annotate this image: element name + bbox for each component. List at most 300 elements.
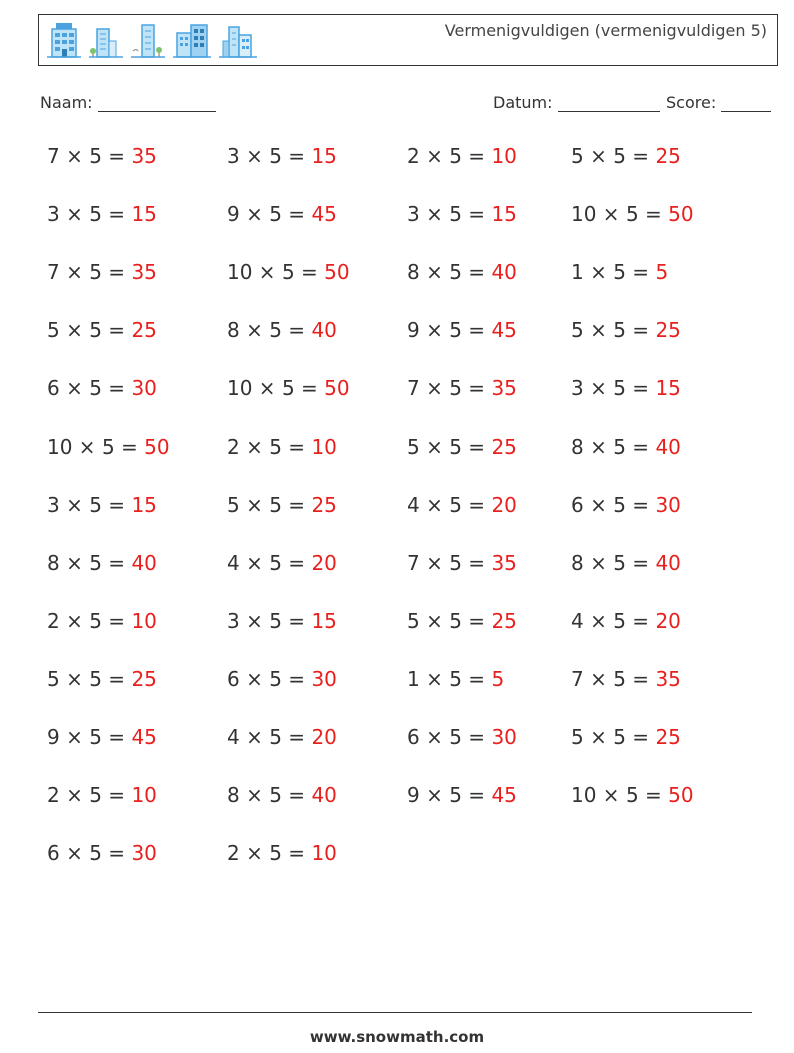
factor-a: 3 xyxy=(227,608,240,633)
equals-sign: = xyxy=(281,608,312,633)
answer: 40 xyxy=(491,260,517,285)
equals-sign: = xyxy=(101,783,132,808)
answer: 45 xyxy=(311,202,337,227)
equals-sign: = xyxy=(101,666,132,691)
factor-b: 5 xyxy=(613,725,626,749)
factor-b: 5 xyxy=(449,725,462,749)
equals-sign: = xyxy=(281,841,312,866)
factor-a: 3 xyxy=(227,144,240,168)
answer: 25 xyxy=(655,318,681,343)
factor-b: 5 xyxy=(101,434,115,459)
tower-tree-icon xyxy=(131,21,165,59)
times-sign: × xyxy=(419,434,450,459)
problem-item xyxy=(407,376,517,400)
factor-a: 2 xyxy=(227,434,240,459)
equals-sign: = xyxy=(281,318,312,343)
factor-b: 5 xyxy=(449,144,462,168)
times-sign: × xyxy=(583,550,614,575)
factor-b: 5 xyxy=(89,783,102,808)
equals-sign: = xyxy=(461,550,492,575)
factor-b: 5 xyxy=(269,492,282,517)
times-sign: × xyxy=(419,202,450,227)
answer: 5 xyxy=(655,260,669,285)
answer: 25 xyxy=(491,434,517,459)
equals-sign: = xyxy=(461,318,492,343)
equals-sign: = xyxy=(625,260,656,285)
factor-a: 3 xyxy=(47,492,60,517)
answer: 10 xyxy=(311,841,337,866)
factor-b: 5 xyxy=(89,666,102,691)
problem-item xyxy=(571,725,681,749)
problem-item xyxy=(227,493,337,517)
worksheet-title: Vermenigvuldigen (vermenigvuldigen 5) xyxy=(444,21,767,40)
answer: 25 xyxy=(655,725,681,749)
factor-b: 5 xyxy=(89,550,102,575)
times-sign: × xyxy=(419,492,450,517)
equals-sign: = xyxy=(101,260,132,285)
factor-a: 10 xyxy=(571,202,597,227)
answer: 20 xyxy=(655,608,681,633)
times-sign: × xyxy=(583,492,614,517)
problem-item xyxy=(47,144,157,168)
factor-b: 5 xyxy=(449,318,462,343)
times-sign: × xyxy=(239,318,270,343)
times-sign: × xyxy=(239,666,270,691)
answer: 25 xyxy=(131,666,157,691)
problem-item xyxy=(571,493,681,517)
factor-a: 6 xyxy=(407,725,420,749)
factor-b: 5 xyxy=(269,783,282,808)
answer: 45 xyxy=(491,318,517,343)
times-sign: × xyxy=(239,202,270,227)
answer: 30 xyxy=(131,376,157,401)
problem-item xyxy=(407,609,517,633)
factor-b: 5 xyxy=(269,434,282,459)
name-blank[interactable] xyxy=(98,95,216,112)
times-sign: × xyxy=(59,666,90,691)
answer: 10 xyxy=(491,144,517,168)
factor-b: 5 xyxy=(89,725,102,749)
factor-b: 5 xyxy=(613,434,626,459)
factor-b: 5 xyxy=(269,608,282,633)
city-building-icon xyxy=(219,21,257,59)
problem-item xyxy=(571,435,681,459)
factor-a: 8 xyxy=(407,260,420,285)
times-sign: × xyxy=(59,144,90,168)
times-sign: × xyxy=(239,434,270,459)
equals-sign: = xyxy=(461,202,492,227)
equals-sign: = xyxy=(461,492,492,517)
equals-sign: = xyxy=(625,318,656,343)
factor-a: 7 xyxy=(47,144,60,168)
factor-a: 6 xyxy=(571,492,584,517)
times-sign: × xyxy=(239,144,270,168)
equals-sign: = xyxy=(101,725,132,749)
times-sign: × xyxy=(239,550,270,575)
problem-item xyxy=(407,667,504,691)
answer: 50 xyxy=(668,202,694,227)
answer: 30 xyxy=(131,841,157,866)
problem-item xyxy=(47,609,157,633)
factor-b: 5 xyxy=(89,492,102,517)
building-icon xyxy=(47,21,81,59)
factor-a: 10 xyxy=(227,260,253,285)
times-sign: × xyxy=(419,260,450,285)
factor-b: 5 xyxy=(449,666,462,691)
answer: 40 xyxy=(311,318,337,343)
answer: 40 xyxy=(311,783,337,808)
equals-sign: = xyxy=(625,144,656,168)
equals-sign: = xyxy=(461,783,492,808)
problem-item xyxy=(47,202,157,226)
problem-item xyxy=(407,493,517,517)
answer: 25 xyxy=(131,318,157,343)
equals-sign: = xyxy=(461,376,492,401)
problem-item xyxy=(47,551,157,575)
equals-sign: = xyxy=(281,666,312,691)
problem-item xyxy=(407,318,517,342)
problem-item xyxy=(47,841,157,865)
factor-a: 2 xyxy=(47,608,60,633)
factor-a: 8 xyxy=(47,550,60,575)
factor-a: 6 xyxy=(227,666,240,691)
factor-a: 7 xyxy=(407,550,420,575)
factor-a: 1 xyxy=(407,666,420,691)
factor-a: 10 xyxy=(571,783,597,808)
times-sign: × xyxy=(419,666,450,691)
answer: 15 xyxy=(655,376,681,401)
problem-item xyxy=(227,376,350,400)
equals-sign: = xyxy=(461,725,492,749)
times-sign: × xyxy=(59,260,90,285)
factor-b: 5 xyxy=(269,550,282,575)
problem-item xyxy=(571,318,681,342)
times-sign: × xyxy=(583,725,614,749)
factor-b: 5 xyxy=(449,202,462,227)
times-sign: × xyxy=(59,841,90,866)
footer-url: www.snowmath.com xyxy=(309,1028,485,1046)
problem-item xyxy=(571,783,694,807)
factor-b: 5 xyxy=(449,783,462,808)
times-sign: × xyxy=(252,260,282,285)
answer: 50 xyxy=(324,260,350,285)
problem-item xyxy=(571,202,694,226)
factor-b: 5 xyxy=(89,144,102,168)
factor-b: 5 xyxy=(613,666,626,691)
problem-item xyxy=(47,376,157,400)
factor-a: 7 xyxy=(571,666,584,691)
equals-sign: = xyxy=(625,550,656,575)
factor-b: 5 xyxy=(449,376,462,401)
problem-item xyxy=(227,609,337,633)
problem-item xyxy=(571,144,681,168)
times-sign: × xyxy=(239,608,270,633)
factor-b: 5 xyxy=(281,376,295,401)
problem-item xyxy=(227,144,337,168)
factor-a: 5 xyxy=(47,318,60,343)
factor-a: 6 xyxy=(47,841,60,866)
equals-sign: = xyxy=(281,725,312,749)
factor-a: 7 xyxy=(407,376,420,401)
problem-item xyxy=(227,725,337,749)
problem-item xyxy=(227,202,337,226)
equals-sign: = xyxy=(625,376,656,401)
answer: 15 xyxy=(491,202,517,227)
answer: 15 xyxy=(311,608,337,633)
factor-a: 4 xyxy=(227,725,240,749)
factor-b: 5 xyxy=(613,376,626,401)
score-blank[interactable] xyxy=(721,95,771,112)
answer: 25 xyxy=(311,492,337,517)
factor-b: 5 xyxy=(625,783,639,808)
factor-b: 5 xyxy=(281,260,295,285)
answer: 5 xyxy=(491,666,505,691)
factor-a: 3 xyxy=(571,376,584,401)
factor-a: 10 xyxy=(47,434,73,459)
answer: 15 xyxy=(131,202,157,227)
factor-b: 5 xyxy=(449,492,462,517)
factor-b: 5 xyxy=(89,376,102,401)
factor-a: 9 xyxy=(47,725,60,749)
times-sign: × xyxy=(419,318,450,343)
times-sign: × xyxy=(596,783,626,808)
answer: 45 xyxy=(131,725,157,749)
problem-item xyxy=(227,260,350,284)
factor-a: 2 xyxy=(227,841,240,866)
problem-item xyxy=(571,260,668,284)
equals-sign: = xyxy=(281,434,312,459)
factor-b: 5 xyxy=(613,608,626,633)
times-sign: × xyxy=(583,376,614,401)
times-sign: × xyxy=(59,492,90,517)
times-sign: × xyxy=(419,144,450,168)
problem-item xyxy=(47,435,170,459)
equals-sign: = xyxy=(461,608,492,633)
factor-b: 5 xyxy=(269,318,282,343)
times-sign: × xyxy=(59,725,90,749)
equals-sign: = xyxy=(638,783,669,808)
office-tree-icon xyxy=(89,21,123,59)
problem-item xyxy=(407,783,517,807)
problem-item xyxy=(227,667,337,691)
equals-sign: = xyxy=(101,318,132,343)
times-sign: × xyxy=(239,725,270,749)
times-sign: × xyxy=(239,783,270,808)
answer: 40 xyxy=(131,550,157,575)
problem-item xyxy=(407,144,517,168)
date-label: Datum: xyxy=(493,93,553,112)
answer: 25 xyxy=(491,608,517,633)
problem-item xyxy=(47,493,157,517)
factor-a: 5 xyxy=(227,492,240,517)
answer: 20 xyxy=(491,492,517,517)
factor-b: 5 xyxy=(269,841,282,866)
factor-a: 8 xyxy=(571,550,584,575)
factor-b: 5 xyxy=(269,144,282,168)
times-sign: × xyxy=(59,318,90,343)
times-sign: × xyxy=(419,608,450,633)
factor-a: 4 xyxy=(407,492,420,517)
factor-b: 5 xyxy=(89,202,102,227)
factor-a: 5 xyxy=(571,144,584,168)
factor-b: 5 xyxy=(269,666,282,691)
times-sign: × xyxy=(419,376,450,401)
problem-item xyxy=(227,783,337,807)
problem-item xyxy=(227,318,337,342)
times-sign: × xyxy=(252,376,282,401)
factor-b: 5 xyxy=(89,608,102,633)
answer: 35 xyxy=(655,666,681,691)
answer: 25 xyxy=(655,144,681,168)
problem-item xyxy=(227,551,337,575)
equals-sign: = xyxy=(294,260,325,285)
answer: 35 xyxy=(491,550,517,575)
factor-b: 5 xyxy=(613,550,626,575)
answer: 50 xyxy=(668,783,694,808)
times-sign: × xyxy=(596,202,626,227)
factor-b: 5 xyxy=(449,608,462,633)
times-sign: × xyxy=(239,492,270,517)
problem-item xyxy=(227,435,337,459)
equals-sign: = xyxy=(281,492,312,517)
factor-a: 5 xyxy=(47,666,60,691)
factor-a: 8 xyxy=(571,434,584,459)
factor-b: 5 xyxy=(613,260,626,285)
factor-a: 2 xyxy=(407,144,420,168)
problem-item xyxy=(407,725,517,749)
equals-sign: = xyxy=(638,202,669,227)
times-sign: × xyxy=(419,725,450,749)
equals-sign: = xyxy=(281,550,312,575)
footer-divider xyxy=(38,1012,752,1013)
equals-sign: = xyxy=(294,376,325,401)
times-sign: × xyxy=(72,434,102,459)
answer: 30 xyxy=(491,725,517,749)
problem-item xyxy=(571,551,681,575)
answer: 35 xyxy=(131,144,157,168)
factor-b: 5 xyxy=(625,202,639,227)
answer: 30 xyxy=(655,492,681,517)
equals-sign: = xyxy=(101,144,132,168)
factor-a: 8 xyxy=(227,318,240,343)
header-icons xyxy=(47,21,257,59)
equals-sign: = xyxy=(101,376,132,401)
problem-item xyxy=(571,609,681,633)
factor-b: 5 xyxy=(613,492,626,517)
factor-b: 5 xyxy=(449,260,462,285)
answer: 35 xyxy=(491,376,517,401)
factor-b: 5 xyxy=(89,260,102,285)
problem-item xyxy=(47,667,157,691)
equals-sign: = xyxy=(461,144,492,168)
answer: 20 xyxy=(311,550,337,575)
times-sign: × xyxy=(583,144,614,168)
times-sign: × xyxy=(419,550,450,575)
score-label: Score: xyxy=(666,93,717,112)
equals-sign: = xyxy=(461,434,492,459)
equals-sign: = xyxy=(101,608,132,633)
equals-sign: = xyxy=(281,202,312,227)
answer: 10 xyxy=(131,608,157,633)
equals-sign: = xyxy=(461,666,492,691)
problem-item xyxy=(571,667,681,691)
times-sign: × xyxy=(583,260,614,285)
name-field xyxy=(40,93,216,112)
times-sign: × xyxy=(59,608,90,633)
times-sign: × xyxy=(59,202,90,227)
equals-sign: = xyxy=(625,725,656,749)
problem-item xyxy=(407,202,517,226)
equals-sign: = xyxy=(625,666,656,691)
problem-item xyxy=(571,376,681,400)
factor-b: 5 xyxy=(613,318,626,343)
factor-b: 5 xyxy=(89,841,102,866)
factor-b: 5 xyxy=(449,550,462,575)
factor-a: 7 xyxy=(47,260,60,285)
answer: 40 xyxy=(655,434,681,459)
answer: 50 xyxy=(144,434,170,459)
equals-sign: = xyxy=(281,783,312,808)
equals-sign: = xyxy=(114,434,145,459)
factor-a: 4 xyxy=(227,550,240,575)
times-sign: × xyxy=(59,550,90,575)
worksheet-header xyxy=(38,14,778,66)
times-sign: × xyxy=(583,608,614,633)
problem-item xyxy=(47,783,157,807)
factor-a: 8 xyxy=(227,783,240,808)
answer: 20 xyxy=(311,725,337,749)
equals-sign: = xyxy=(101,550,132,575)
factor-a: 10 xyxy=(227,376,253,401)
factor-a: 9 xyxy=(407,783,420,808)
equals-sign: = xyxy=(461,260,492,285)
factor-a: 2 xyxy=(47,783,60,808)
problem-item xyxy=(47,260,157,284)
factor-a: 3 xyxy=(47,202,60,227)
times-sign: × xyxy=(583,666,614,691)
factor-a: 6 xyxy=(47,376,60,401)
name-label: Naam: xyxy=(40,93,93,112)
factor-b: 5 xyxy=(269,202,282,227)
factor-b: 5 xyxy=(89,318,102,343)
equals-sign: = xyxy=(101,202,132,227)
problem-item xyxy=(407,435,517,459)
factor-b: 5 xyxy=(449,434,462,459)
date-blank[interactable] xyxy=(558,95,660,112)
factor-a: 9 xyxy=(227,202,240,227)
factor-a: 5 xyxy=(571,318,584,343)
times-sign: × xyxy=(419,783,450,808)
factor-a: 3 xyxy=(407,202,420,227)
factor-b: 5 xyxy=(269,725,282,749)
factor-a: 5 xyxy=(407,608,420,633)
factor-a: 5 xyxy=(571,725,584,749)
equals-sign: = xyxy=(625,608,656,633)
answer: 50 xyxy=(324,376,350,401)
date-field xyxy=(493,93,660,112)
times-sign: × xyxy=(59,783,90,808)
problem-item xyxy=(47,318,157,342)
factor-b: 5 xyxy=(613,144,626,168)
answer: 10 xyxy=(311,434,337,459)
score-field xyxy=(666,93,771,112)
equals-sign: = xyxy=(625,434,656,459)
answer: 15 xyxy=(131,492,157,517)
times-sign: × xyxy=(583,434,614,459)
times-sign: × xyxy=(239,841,270,866)
answer: 45 xyxy=(491,783,517,808)
answer: 35 xyxy=(131,260,157,285)
